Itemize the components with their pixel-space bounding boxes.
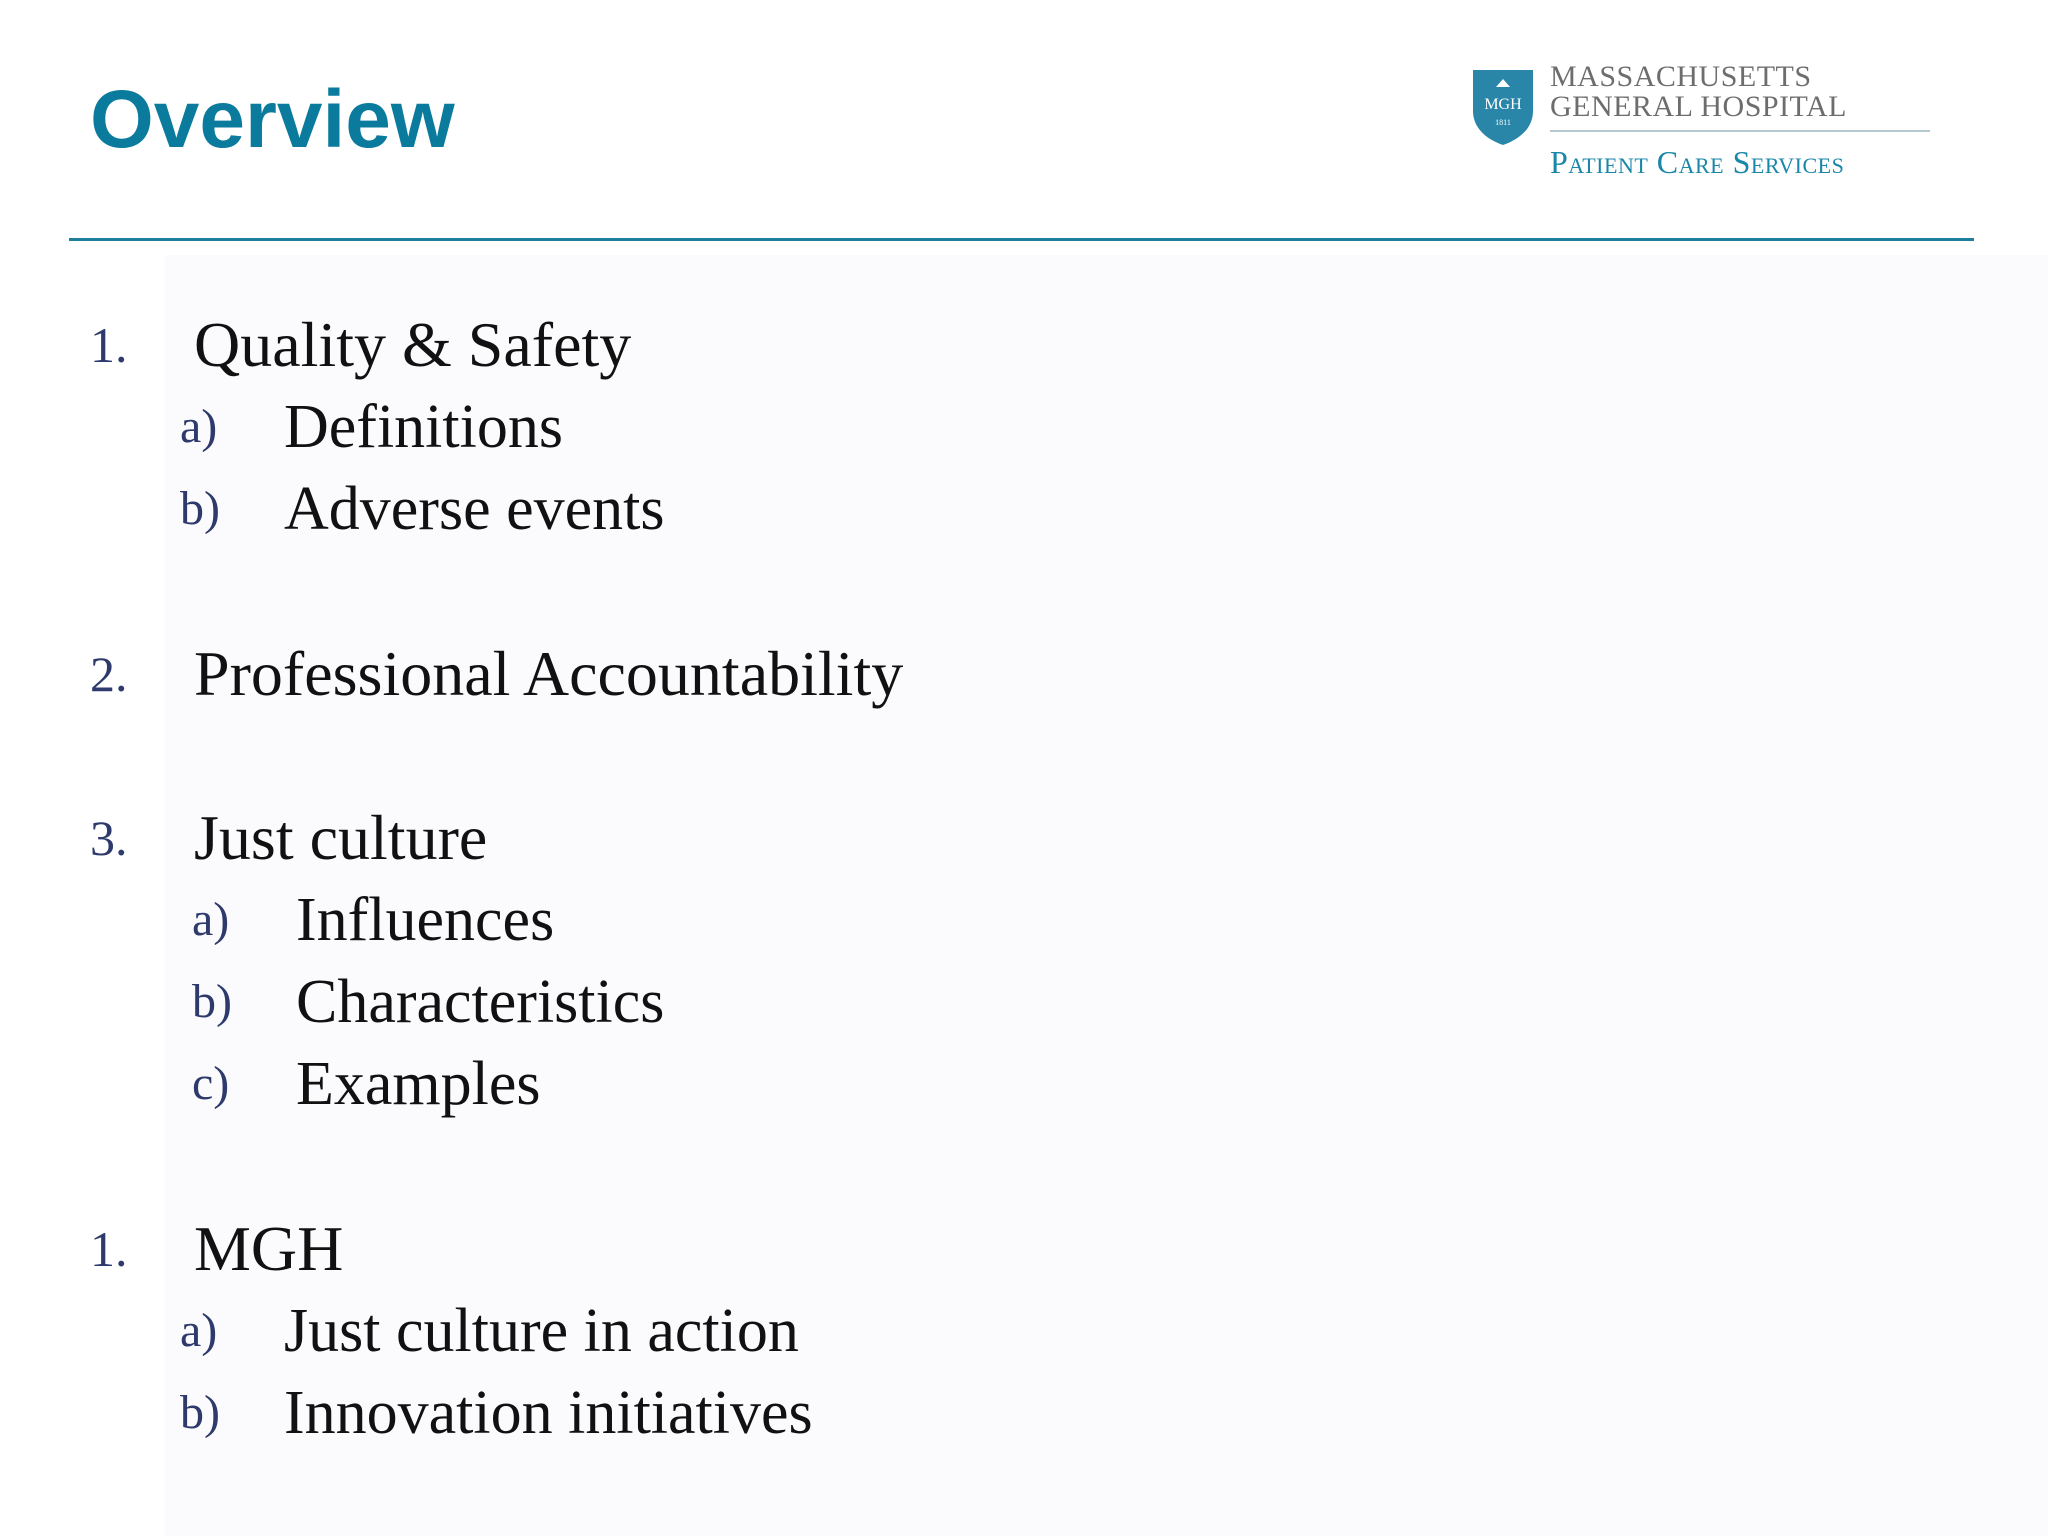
svg-text:1811: 1811 [1495, 118, 1511, 127]
list-marker: b) [180, 482, 220, 535]
list-item-label: Just culture in action [284, 1297, 799, 1365]
list-item-label: Quality & Safety [194, 309, 632, 380]
slide-title: Overview [90, 74, 455, 165]
list-item-label: MGH [194, 1213, 344, 1284]
list-marker: b) [180, 1386, 220, 1439]
logo-line-2: GENERAL HOSPITAL [1550, 90, 1847, 123]
list-marker: 1. [90, 317, 128, 373]
list-item-label: Innovation initiatives [284, 1379, 813, 1447]
list-marker: a) [180, 400, 218, 453]
list-item-label: Characteristics [296, 968, 665, 1036]
list-marker: 1. [90, 1221, 128, 1277]
list-item-label: Just culture [194, 802, 488, 873]
logo-subtitle: Patient Care Services [1550, 144, 1845, 180]
list-item-label: Influences [296, 886, 555, 954]
list-marker: a) [192, 893, 230, 946]
list-marker: a) [180, 1304, 218, 1357]
list-item-label: Adverse events [284, 475, 665, 543]
list-item-label: Examples [296, 1050, 541, 1118]
list-item-label: Definitions [284, 393, 563, 461]
svg-text:MGH: MGH [1484, 96, 1522, 113]
list-marker: b) [192, 975, 232, 1028]
list-marker: 2. [90, 646, 128, 702]
logo-line-1: MASSACHUSETTS [1550, 60, 1812, 93]
list-marker: 3. [90, 810, 128, 866]
list-marker: c) [192, 1057, 230, 1110]
list-item-label: Professional Accountability [194, 638, 904, 709]
